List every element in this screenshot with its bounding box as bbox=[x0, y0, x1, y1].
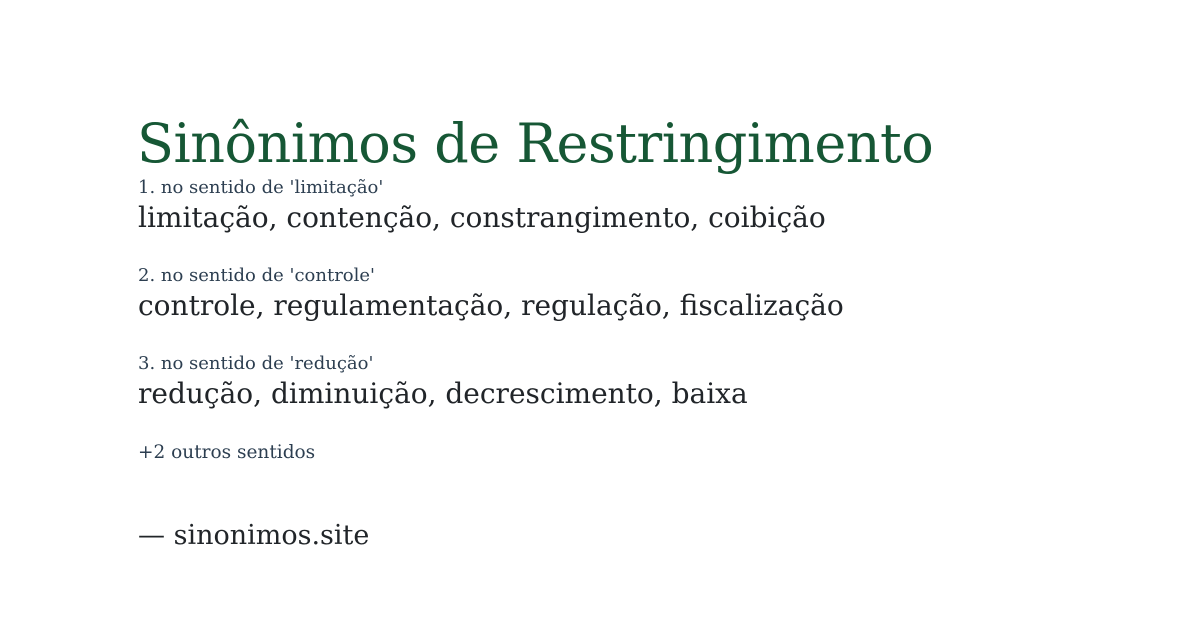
more-senses-note: +2 outros sentidos bbox=[138, 442, 316, 463]
sense-1-synonyms: limitação, contenção, constrangimento, coibição bbox=[138, 201, 826, 235]
sense-2-synonyms: controle, regulamentação, regulação, fiscalização bbox=[138, 289, 844, 323]
site-attribution: — sinonimos.site bbox=[138, 520, 370, 551]
sense-section-1 bbox=[138, 176, 826, 235]
sense-1-label: 1. no sentido de 'limitação' bbox=[138, 177, 384, 198]
sense-3-label: 3. no sentido de 'redução' bbox=[138, 353, 374, 374]
sense-section-2 bbox=[138, 264, 844, 323]
sense-section-3 bbox=[138, 352, 748, 411]
sense-2-label: 2. no sentido de 'controle' bbox=[138, 265, 375, 286]
sense-3-synonyms: redução, diminuição, decrescimento, baixa bbox=[138, 377, 748, 411]
page-title: Sinônimos de Restringimento bbox=[137, 112, 934, 176]
